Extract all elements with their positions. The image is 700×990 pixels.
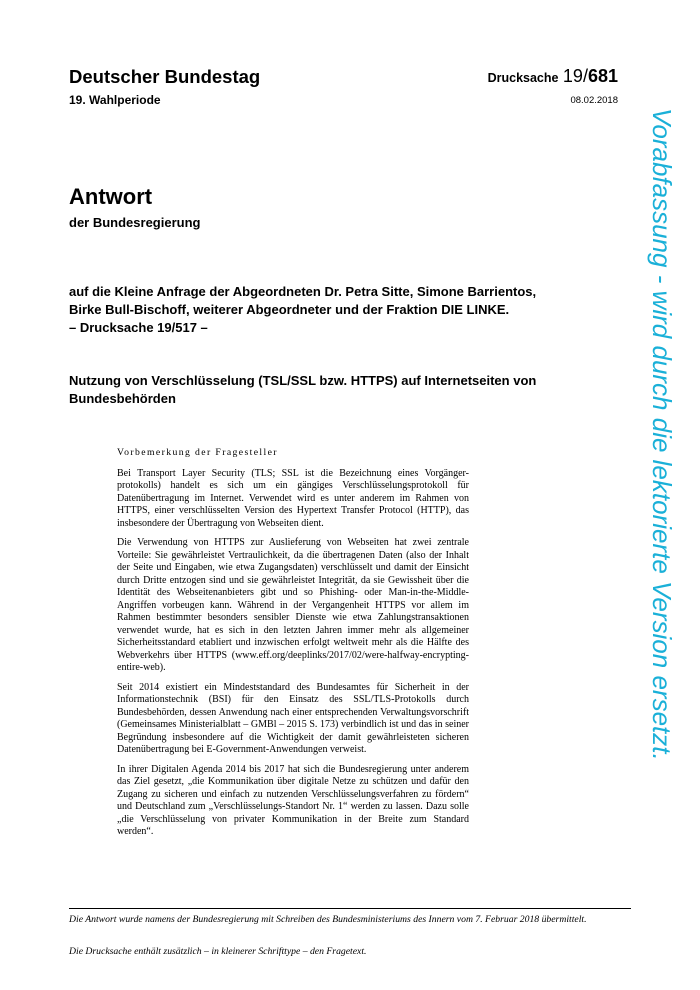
body-paragraph: Seit 2014 existiert ein Mindeststandard des Bundesamtes für Sicherheit in der Informationstechnik (BSI) für den Einsatz des SSL/TLS-Protokolls durch Bundesbehörden, dessen Anwendung nach einer entsprechenden Verwaltungsvorschrift (Gemeinsames Ministerialblatt – GMBl – 2015 S. 173) verbindlich ist und das in seiner Begründung insbesondere auf die Wichtigkeit der damit gewährleisteten sicheren Datenübertragung bei E-Government-Anwendungen verweist. xyxy=(117,681,469,755)
footer-note-contents: Die Drucksache enthält zusätzlich – in kleinerer Schrifttype – den Fragetext. xyxy=(69,946,367,957)
drucksache-value xyxy=(563,66,618,86)
document-date: 08.02.2018 xyxy=(570,95,618,106)
drucksache-label: Drucksache xyxy=(487,71,559,85)
legislative-period: 19. Wahlperiode xyxy=(69,93,161,107)
answer-subtitle: der Bundesregierung xyxy=(69,215,201,230)
preliminary-heading: Vorbemerkung der Fragesteller xyxy=(117,447,278,458)
topic-line: Bundesbehörden xyxy=(69,391,176,406)
drucksache-prefix: 19/ xyxy=(562,66,588,86)
publisher-title: Deutscher Bundestag xyxy=(69,66,261,87)
inquiry-line: Birke Bull-Bischoff, weiterer Abgeordneter und der Fraktion DIE LINKE. xyxy=(69,302,510,317)
body-paragraph: Die Verwendung von HTTPS zur Auslieferung von Webseiten hat zwei zentrale Vorteile: Sie gewährleistet Vertraulichkeit, da die übertragenen Daten (also der Inhalt der Seite und Eingaben, wie etwa Zugangsdaten) verschlüsselt und damit der Einsicht durch Dritte entzogen sind und sie gewährleistet Integrität, da sie Gewissheit über die Identität des Webseitenanbieters gibt und so Phishing- oder Man-in-the-Middle-Angriffen vorbeugen kann. Während in der Vergangenheit HTTPS vor allem im Rahmen bestimmter besonders sensibler Dienste wie etwa Zahlungstransaktionen verwendet wurde, hat es sich in den letzten Jahren immer mehr als allgemeiner Sicherheitsstandard etabliert und inzwischen erfolgt weltweit mehr als die Hälfte des Webverkehrs über HTTPS (www.eff.org/deeplinks/2017/02/were-halfway-encrypting-entire-web). xyxy=(117,537,469,673)
answer-title: Antwort xyxy=(69,184,153,209)
preliminary-version-watermark: Vorabfassung - wird durch die lektorierte Version ersetzt. xyxy=(647,108,677,761)
preliminary-remarks xyxy=(117,447,469,846)
inquiry-reference xyxy=(69,283,614,337)
drucksache-number xyxy=(488,66,618,87)
drucksache-id: 681 xyxy=(587,66,618,86)
footer-note-transmission: Die Antwort wurde namens der Bundesregierung mit Schreiben des Bundesministeriums des Innern vom 7. Februar 2018 übermittelt. xyxy=(69,914,587,925)
topic-line: Nutzung von Verschlüsselung (TSL/SSL bzw. HTTPS) auf Internetseiten von xyxy=(69,373,537,388)
inquiry-line: – Drucksache 19/517 – xyxy=(69,320,208,335)
footer-divider xyxy=(69,908,631,909)
inquiry-line: auf die Kleine Anfrage der Abgeordneten Dr. Petra Sitte, Simone Barrientos, xyxy=(69,284,537,299)
topic-heading xyxy=(69,372,614,408)
body-paragraph: Bei Transport Layer Security (TLS; SSL ist die Bezeichnung eines Vorgänger-protokolls) handelt es sich um ein gängiges Verschlüsselungsprotokoll für Datenübertragung im Internet. Verwendet wird es unter anderem im Rahmen von HTTPS, einer verschlüsselten Version des Hypertext Transfer Protocol (HTTP), das insbesondere der Übertragung von Webseiten dient. xyxy=(117,467,469,529)
body-paragraph: In ihrer Digitalen Agenda 2014 bis 2017 hat sich die Bundesregierung unter anderem das Ziel gesetzt, „die Kommunikation über digitale Netze zu schützen und dafür den Zugang zu sicheren und einfach zu nutzenden Verschlüsselungsverfahren zu fördern“ und Deutschland zum „Verschlüsselungs-Standort Nr. 1“ werden zu lassen. Dazu solle „die Verschlüsselung von privater Kommunikation in der Breite zum Standard werden“. xyxy=(117,763,469,837)
